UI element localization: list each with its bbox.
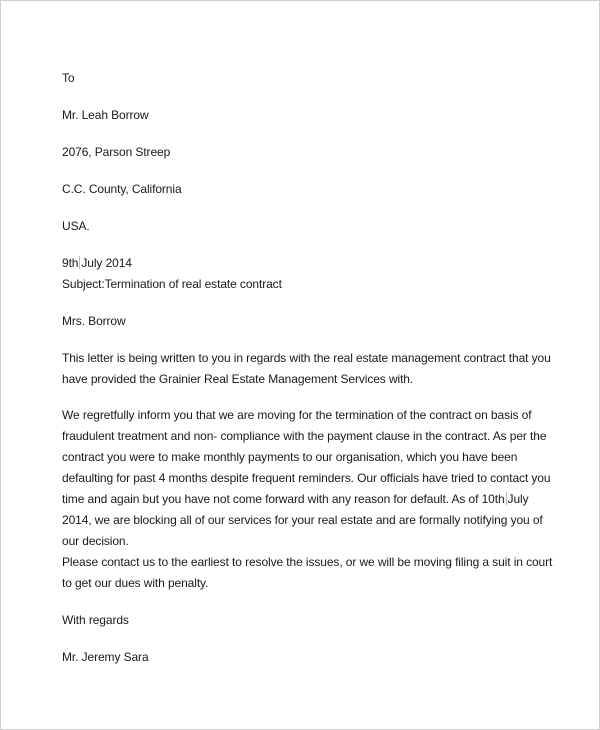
address-line-2: C.C. County, California xyxy=(62,182,182,196)
paragraph-3 xyxy=(62,552,553,594)
text-cursor-mark xyxy=(506,492,507,505)
paragraph-2-line-3: contract you were to make monthly payments to our organisation, which you have been xyxy=(62,450,518,464)
paragraph-2-line-4: defaulting for past 4 months despite frequent reminders. Our officials have tried to contact you xyxy=(62,471,551,485)
greeting: Mrs. Borrow xyxy=(62,314,126,328)
paragraph-3-line-1: Please contact us to the earliest to resolve the issues, or we will be moving filing a suit in court xyxy=(62,555,553,569)
paragraph-2-line-5-text: time and again but you have not come forward with any reason for default. As of 10th xyxy=(62,492,505,506)
to-label: To xyxy=(62,71,75,85)
paragraph-1-line-2: have provided the Grainier Real Estate Management Services with. xyxy=(62,372,414,386)
address-country: USA. xyxy=(62,219,90,233)
address-line-1: 2076, Parson Streep xyxy=(62,145,171,159)
letter-body xyxy=(62,68,553,668)
paragraph-1 xyxy=(62,348,551,390)
paragraph-2 xyxy=(62,405,551,552)
subject-label: Subject: xyxy=(62,277,105,291)
date-day: 9th xyxy=(62,256,79,270)
subject-line xyxy=(62,274,542,295)
signature-name: Mr. Jeremy Sara xyxy=(62,650,149,664)
paragraph-2-line-1: We regretfully inform you that we are moving for the termination of the contract on basis of xyxy=(62,408,532,422)
paragraph-2-line-6: 2014, we are blocking all of our services for your real estate and are formally notifying you of xyxy=(62,513,543,527)
closing: With regards xyxy=(62,613,129,627)
paragraph-1-line-1: This letter is being written to you in regards with the real estate management contract that you xyxy=(62,351,551,365)
paragraph-3-line-2: to get our dues with penalty. xyxy=(62,576,209,590)
recipient-name: Mr. Leah Borrow xyxy=(62,108,149,122)
subject-text: Termination of real estate contract xyxy=(104,277,282,291)
paragraph-2-line-5 xyxy=(62,489,542,510)
date-month-year: July 2014 xyxy=(81,256,132,270)
paragraph-2-line-7: our decision. xyxy=(62,534,129,548)
paragraph-2-line-2: fraudulent treatment and non- compliance with the payment clause in the contract. As per the xyxy=(62,429,547,443)
paragraph-2-line-5-month: July xyxy=(507,492,529,506)
letter-date xyxy=(62,253,542,274)
